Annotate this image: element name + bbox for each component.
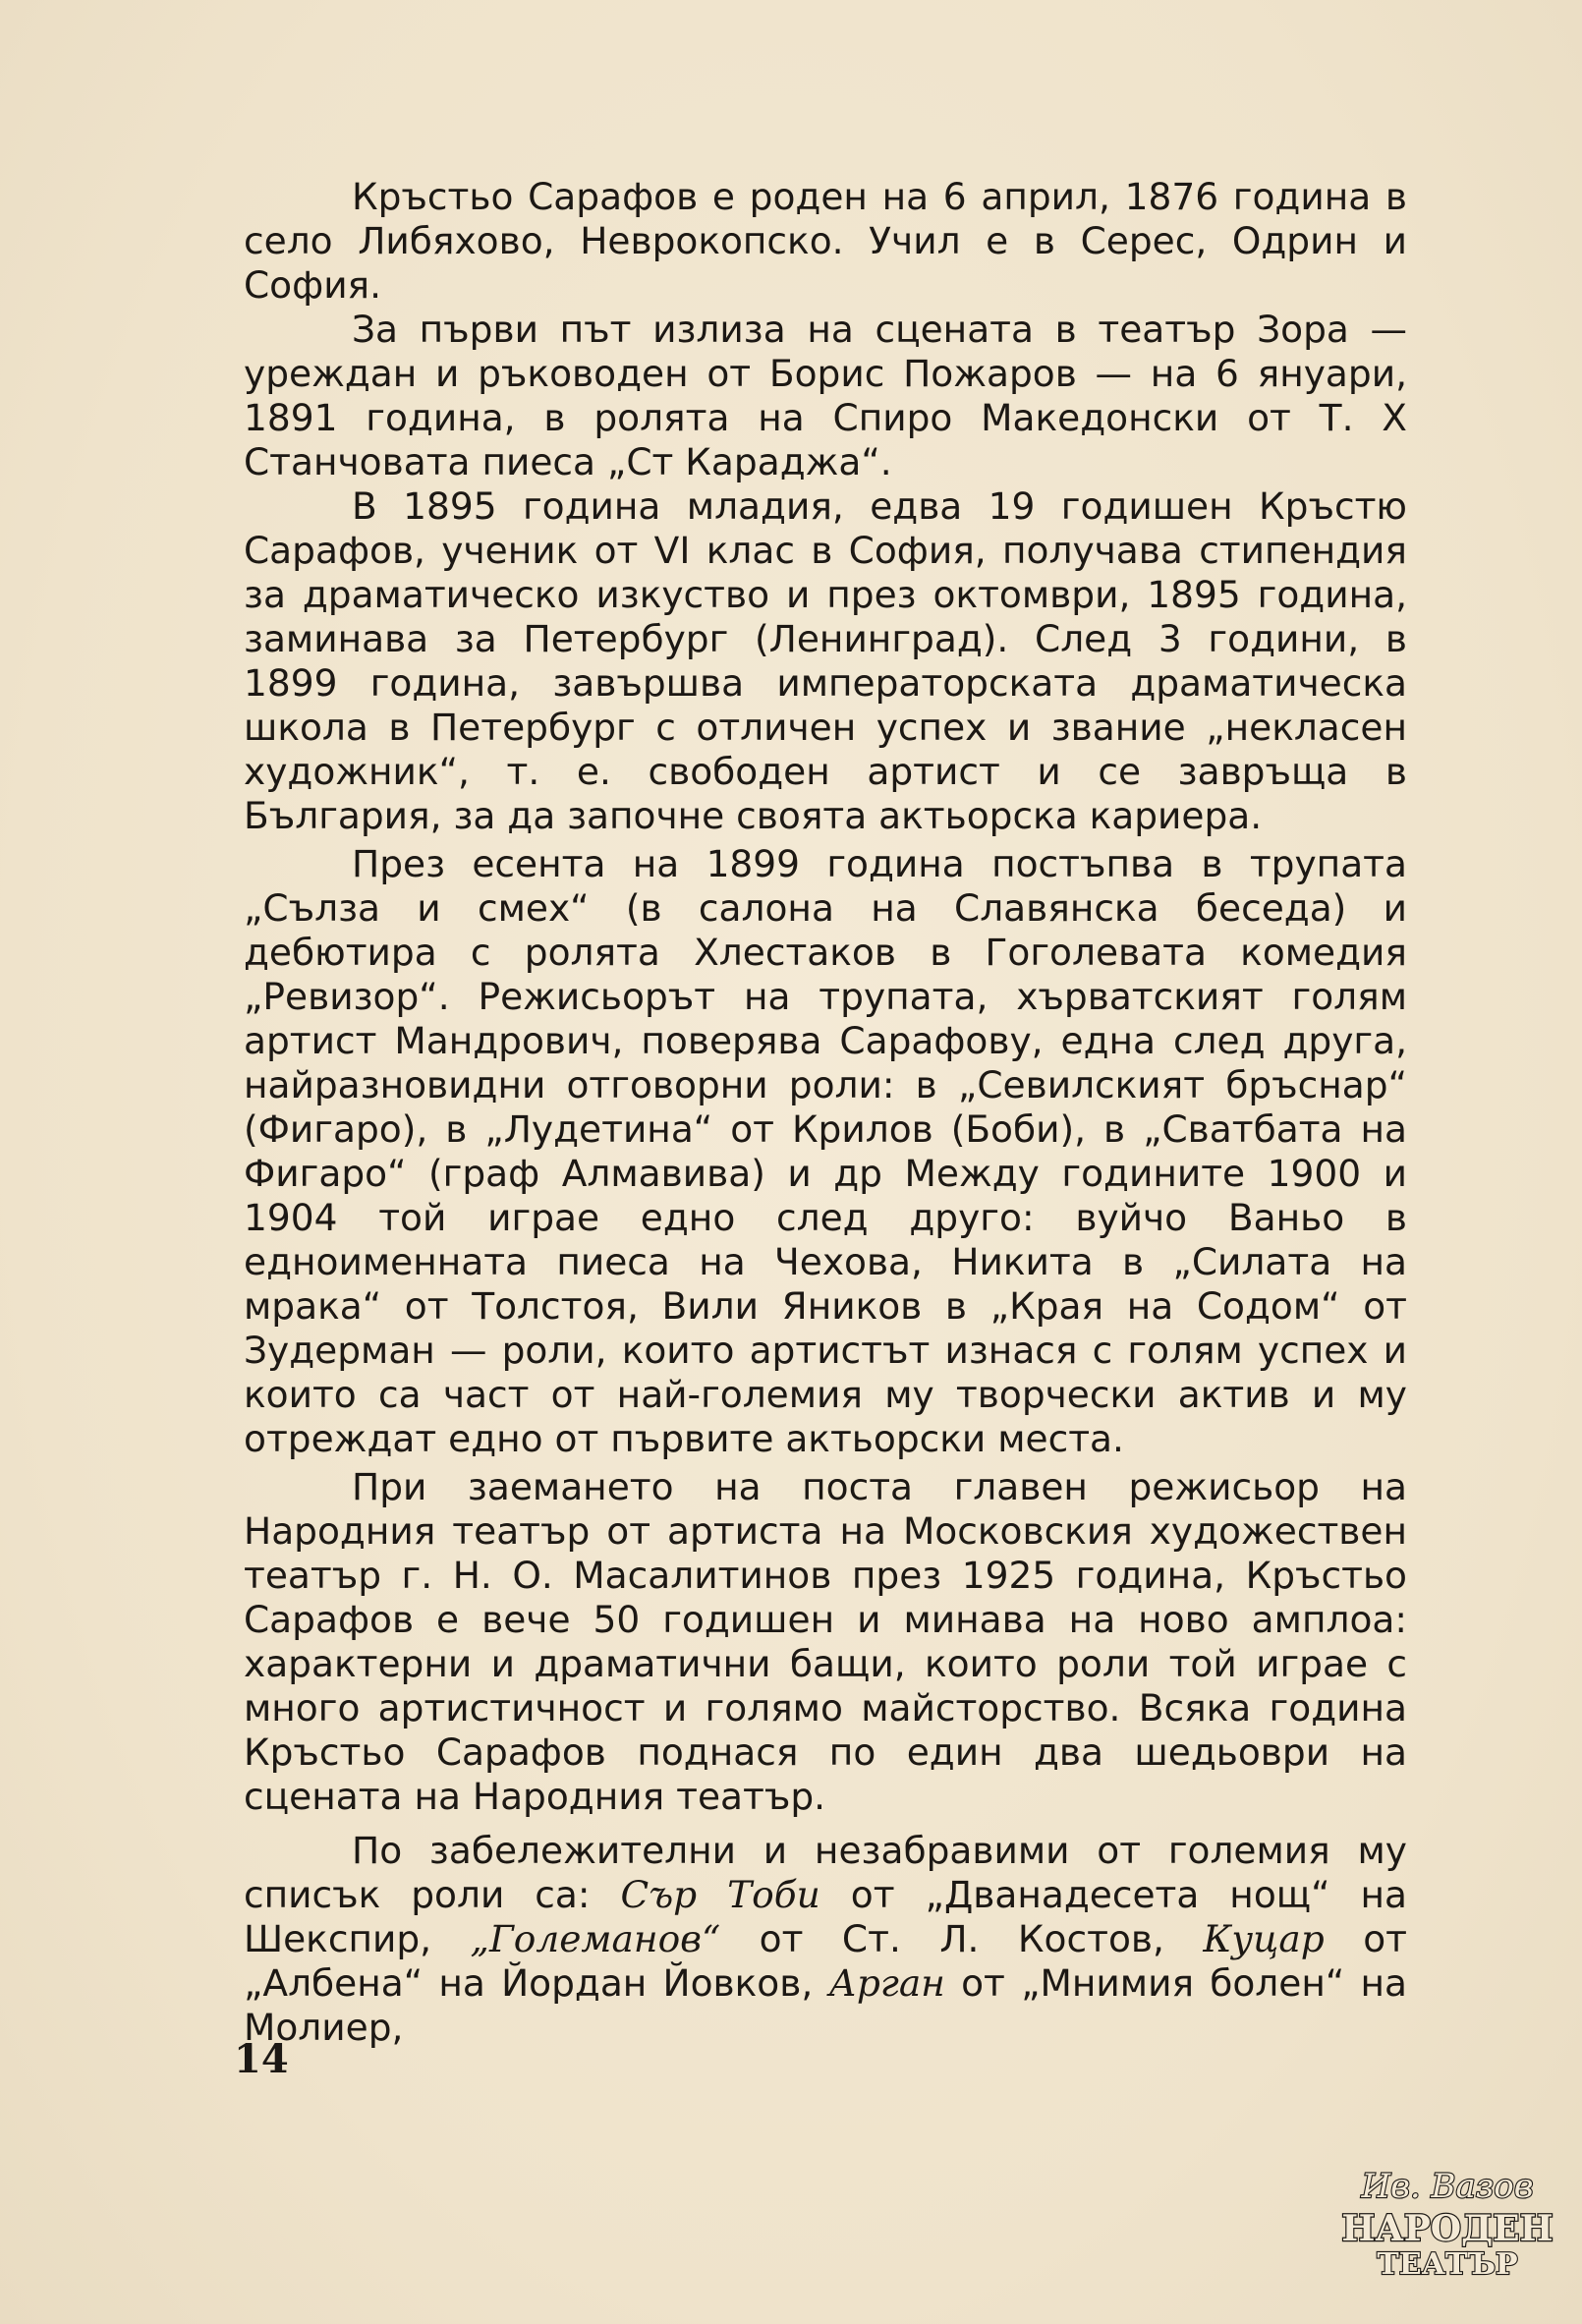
role-sir-toby: Сър Тоби [620,1873,820,1916]
logo-signature: Ив. Вазов [1361,2167,1534,2206]
paragraph-petersburg: В 1895 година младия, едва 19 годишен Кръстю Сарафов, ученик от VI клас в София, получава стипендия за драматическо изкуство и през октомври, 1895 година, заминава за Петербург (Ленинград). След 3 години, в 1899 година, завършва императорската драматическа школа в Петербург с отличен успех и звание „некласен художник“, т. е. свободен артист и се завръща в България, за да започне своята актьорска кариера. [244,484,1407,837]
paragraph-troupe: През есента на 1899 година постъпва в трупата „Сълза и смех“ (в салона на Славянска беседа) и дебютира с ролята Хлестаков в Гоголевата комедия „Ревизор“. Режисьорът на трупата, хърватският голям артист Мандрович, поверява Сарафову, една след друга, найразновидни отговорни роли: в „Севилският бръснар“ (Фигаро), в „Лудетина“ от Крилов (Боби), в „Сватбата на Фигаро“ (граф Алмавива) и др Между годините 1900 и 1904 той играе едно след друго: вуйчо Ваньо в едноименната пиеса на Чехова, Никита в „Силата на мрака“ от Толстоя, Вили Яников в „Края на Содом“ от Зудерман — роли, които артистът изнася с голям успех и които са част от най-големия му творчески актив и му отреждат едно от първите актьорски места. [244,842,1407,1460]
roles-intro: По забележителни и незабравими от големия му списък роли са: [244,1829,1407,1916]
logo-line-1: НАРОДЕН [1341,2208,1554,2249]
role-argan: Арган [828,1961,945,2005]
role-sir-toby-source: от „Дванадесета нощ“ на Шекспир, [244,1873,1407,1960]
role-golemanov: „Големанов“ [470,1917,721,1960]
paragraph-roles [244,1829,1407,2050]
paragraph-birth: Кръстьо Сарафов е роден на 6 април, 1876 година в село Либяхово, Неврокопско. Учил е в Серес, Одрин и София. [244,175,1407,307]
role-argan-source: от „Мнимия болен“ на Молиер, [244,1961,1407,2049]
paragraph-debut: За първи път излиза на сцената в театър Зора — уреждан и ръководен от Борис Пожаров — на 6 януари, 1891 година, в ролята на Спиро Македонски от Т. Х Станчовата пиеса „Ст Караджа“. [244,308,1407,483]
page-number: 14 [234,2036,289,2082]
paragraph-national-theatre: При заемането на поста главен режисьор на Народния театър от артиста на Московския художествен театър г. Н. О. Масалитинов през 1925 година, Кръстьо Сарафов е вече 50 годишен и минава на ново амплоа: характерни и драматични бащи, които роли той играе с много артистичност и голямо майсторство. Всяка година Кръстьо Сарафов поднася по един два шедьоври на сцената на Народния театър. [244,1465,1407,1818]
role-kutsar-source: от „Албена“ на Йордан Йовков, [244,1917,1407,2005]
national-theatre-logo [1341,2158,1554,2286]
body-text [244,175,1407,2050]
role-golemanov-source: от Ст. Л. Костов, [720,1917,1204,1960]
role-kutsar: Куцар [1203,1917,1325,1960]
logo-line-2: ТЕАТЪР [1377,2247,1518,2282]
